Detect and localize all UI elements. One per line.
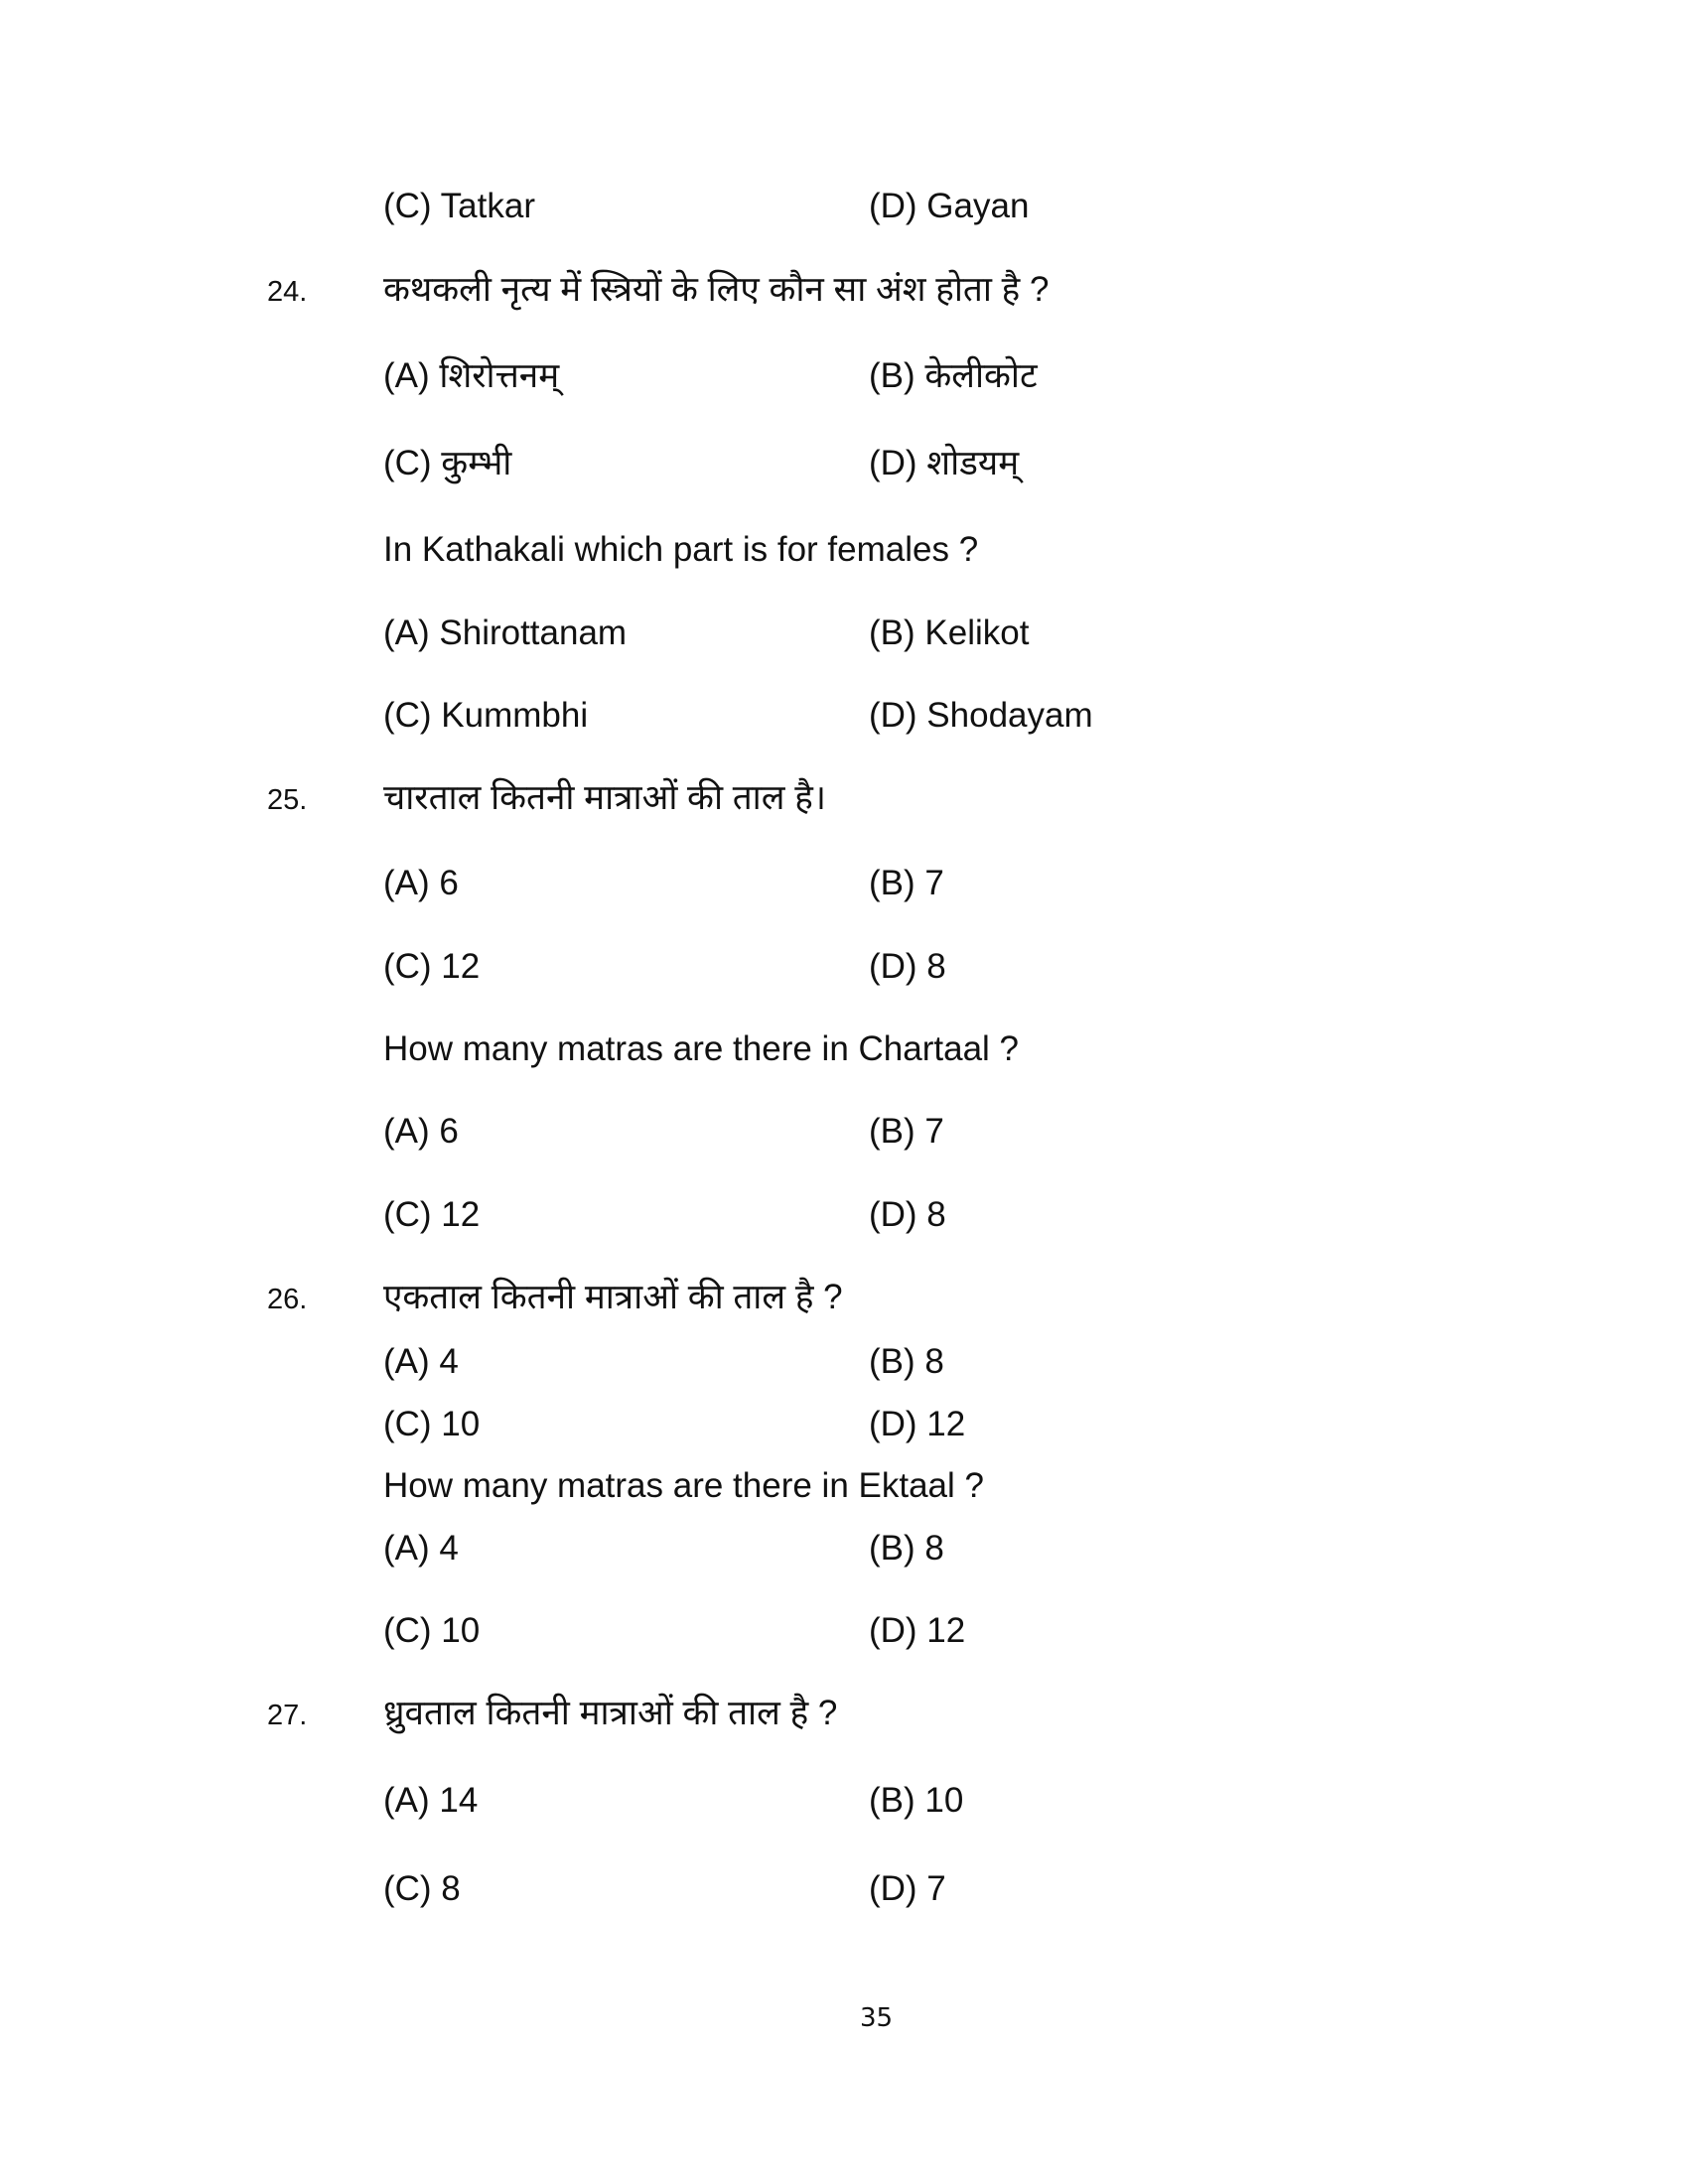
question-text-english: How many matras are there in Chartaal ? (383, 1029, 1019, 1068)
option-b: (B) 7 (869, 1112, 944, 1151)
option-a: (A) शिरोत्तनम् (383, 356, 560, 395)
option-b: (B) Kelikot (869, 614, 1030, 652)
option-d: (D) 12 (869, 1405, 966, 1443)
option-b: (B) 8 (869, 1529, 944, 1568)
option-c: (C) 10 (383, 1611, 481, 1650)
option-d: (D) 8 (869, 947, 946, 986)
option-b: (B) 8 (869, 1342, 944, 1381)
option-c: (C) 12 (383, 1195, 481, 1234)
option-c: (C) Tatkar (383, 187, 535, 225)
option-a: (A) 6 (383, 864, 459, 902)
page-number: 35 (860, 2003, 894, 2033)
option-c: (C) कुम्भी (383, 444, 512, 482)
question-number: 24. (267, 276, 308, 308)
option-c: (C) 12 (383, 947, 481, 986)
option-c: (C) 10 (383, 1405, 481, 1443)
option-c: (C) 8 (383, 1869, 461, 1908)
option-a: (A) Shirottanam (383, 614, 628, 652)
question-number: 25. (267, 784, 308, 816)
question-number: 27. (267, 1700, 308, 1731)
option-b: (B) 7 (869, 864, 944, 902)
question-text-english: In Kathakali which part is for females ? (383, 530, 979, 569)
option-d: (D) शोडयम् (869, 444, 1020, 482)
question-number: 26. (267, 1284, 308, 1315)
option-c: (C) Kummbhi (383, 696, 589, 735)
question-text-hindi: एकताल कितनी मात्राओं की ताल है ? (383, 1278, 843, 1316)
question-text-hindi: ध्रुवताल कितनी मात्राओं की ताल है ? (383, 1694, 838, 1732)
option-a: (A) 4 (383, 1529, 459, 1568)
option-d: (D) 12 (869, 1611, 966, 1650)
option-d: (D) 8 (869, 1195, 946, 1234)
option-b: (B) 10 (869, 1781, 964, 1820)
option-d: (D) Shodayam (869, 696, 1093, 735)
question-text-english: How many matras are there in Ektaal ? (383, 1466, 984, 1505)
option-b: (B) केलीकोट (869, 356, 1038, 395)
option-d: (D) Gayan (869, 187, 1030, 225)
option-a: (A) 14 (383, 1781, 479, 1820)
question-text-hindi: चारताल कितनी मात्राओं की ताल है। (383, 778, 827, 817)
option-d: (D) 7 (869, 1869, 946, 1908)
question-text-hindi: कथकली नृत्य में स्त्रियों के लिए कौन सा अंश होता है ? (383, 270, 1050, 309)
option-a: (A) 4 (383, 1342, 459, 1381)
option-a: (A) 6 (383, 1112, 459, 1151)
